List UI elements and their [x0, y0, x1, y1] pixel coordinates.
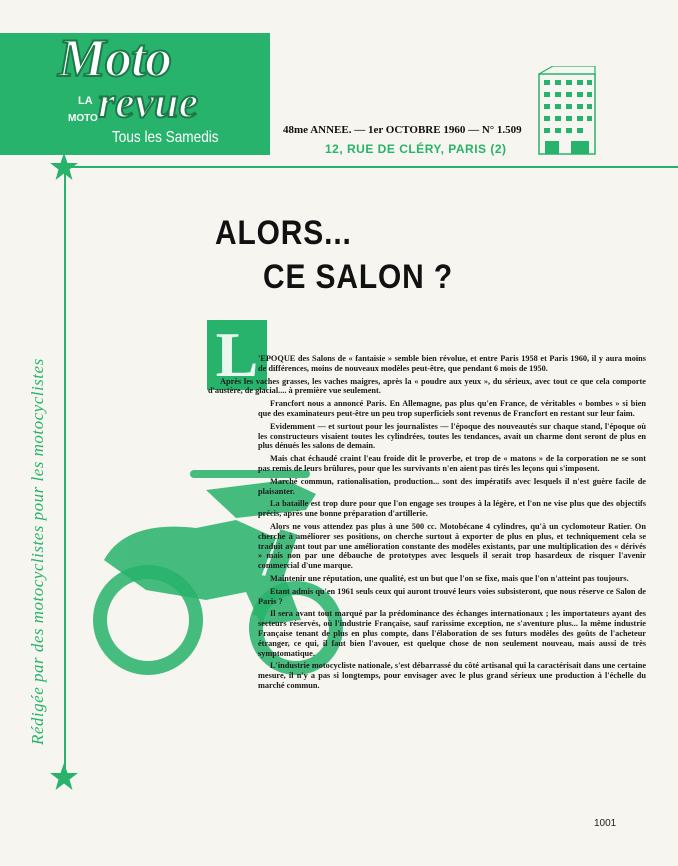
header-rule [60, 166, 678, 168]
paragraph: Maintenir une réputation, une qualité, est un but que l'on se fixe, mais que l'on n'atteint pas toujours. [270, 573, 629, 583]
issue-line: 48me ANNEE. — 1er OCTOBRE 1960 — N° 1.509 [283, 124, 522, 136]
paragraph: La bataille est trop dure pour que l'on engage ses troupes à la légère, et l'on ne vise plus que des objectifs précis, après une bonne préparation d'artillerie. [258, 499, 646, 519]
address-line: 12, RUE DE CLÉRY, PARIS (2) [325, 142, 507, 156]
headline-line2: CE SALON ? [263, 258, 453, 296]
logo-moto-small: MOTO [68, 113, 98, 124]
paragraph: Mais chat échaudé craint l'eau froide dit le proverbe, et trop de « matons » de la corporation ne se sont pas remis de leurs brûlures, pour que les survivants n'en aient pas tirés les leçons qui s'imposent. [258, 454, 646, 473]
paragraph: Il sera avant tout marqué par la prédominance des échanges internationaux ; les importateurs ayant des secteurs réservés, où l'industrie Française, sauf rarissime exception, ne s'aventure plus... la même industrie Française tenant de plus en plus compte, dans l'élaboration de ses futurs modèles des goûts de l'acheteur étranger, ce qui, il faut bien l'avouer, est quelque chose de non seulement nouveau, mais aussi de très symptomatique. [258, 609, 646, 658]
drop-cap: L [207, 320, 267, 390]
page-number: 1001 [594, 818, 617, 829]
paragraph: Alors ne vous attendez pas plus à une 500 cc. Motobécane 4 cylindres, qu'à un cyclomoteur Ratier. On cherche à améliorer ses positions, on cherche surtout à exporter de plus en plus, et techniquement cela se traduit avant tout par une amélioration constante des modèles existants, par une multiplication des « dérivés » mais non par une débauche de prototypes avec lesquels il serait trop hasardeux de risquer l'avenir commercial d'une marque. [258, 521, 646, 571]
paragraph: Francfort nous a annoncé Paris. En Allemagne, pas plus qu'en France, de véritables « bombes » si bien que des examinateurs peut-être un peu trop superficiels sont revenus de Francfort en restant sur leur faim. [258, 399, 646, 418]
headline-line1: ALORS... [215, 214, 352, 252]
star-ornament-bottom [49, 762, 79, 792]
article-body [208, 354, 646, 694]
logo-la: LA [78, 95, 93, 107]
paragraph: Marché commun, rationalisation, production... sont des impératifs avec lesquels il n'est guère facile de plaisanter. [258, 476, 646, 496]
side-slogan: Rédigée par des motocyclistes pour les motocyclistes [28, 358, 47, 745]
masthead-logo-block [0, 28, 270, 155]
paragraph: 'EPOQUE des Salons de « fantaisie » semble bien révolue, et entre Paris 1958 et Paris 1960, il y aura moins de différences, moins de nouveaux modèles peut-être, que pendant 6 mois de 1950. [258, 354, 646, 373]
logo-revue: revue [98, 78, 199, 127]
paragraph: L'industrie motocycliste nationale, s'est débarrassé du côté artisanal qui la caractérisait dans une certaine mesure, il n'y a pas si longtemps, pour envisager avec le plus grand sérieux une production à l'échelle du marché commun. [258, 661, 646, 690]
tagline: Tous les Samedis [112, 129, 219, 146]
logo-moto: Moto [58, 28, 172, 88]
building-illustration [531, 66, 601, 158]
margin-rule [64, 166, 66, 776]
paragraph: Etant admis qu'en 1961 seuls ceux qui auront trouvé leurs voies subsisteront, que nous réserve ce Salon de Paris ? [258, 586, 646, 606]
paragraph: Evidemment — et surtout pour les journalistes — l'époque des nouveautés sur chaque stand, l'époque où les constructeurs visaient toutes les cylindrées, toutes les tendances, avait un charme dont seront de plus en plus dénués les salons de demain. [258, 421, 646, 451]
paragraph: Après les vaches grasses, les vaches maigres, après la « poudre aux yeux », du sérieux, avec tout ce que cela comporte d'austère, de glacial.... à première vue seulement. [208, 376, 646, 396]
star-ornament-top [49, 152, 79, 182]
